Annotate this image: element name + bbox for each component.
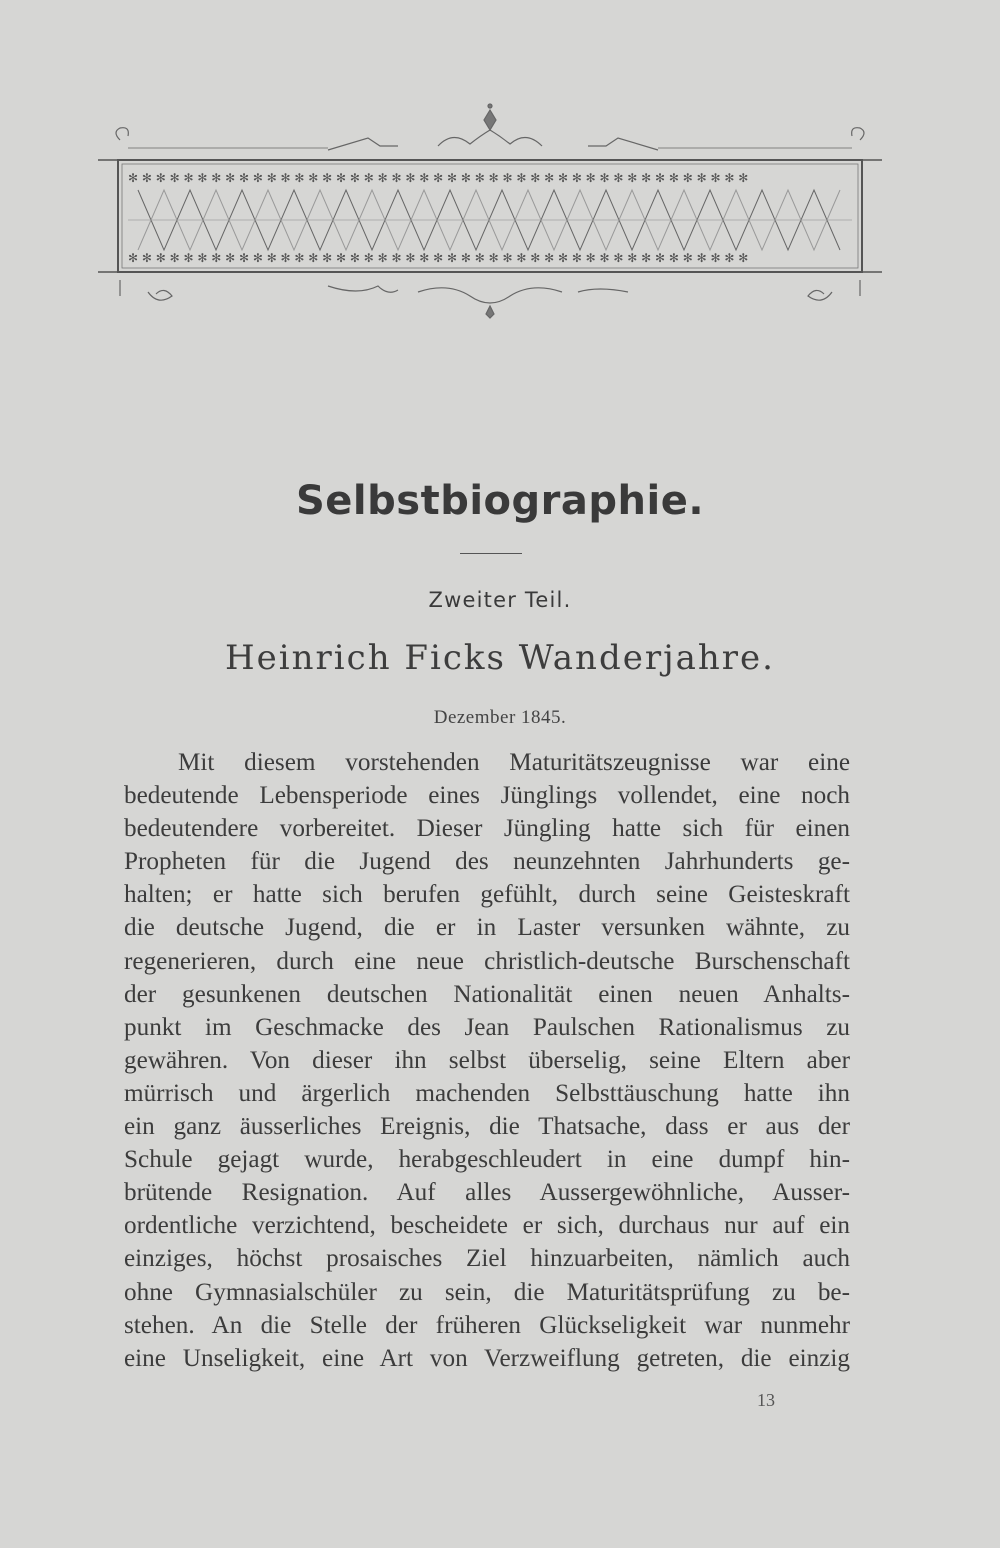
text-line: eine Unseligkeit, eine Art von Verzweiflung getreten, die einzig — [124, 1344, 850, 1372]
part-heading: Zweiter Teil. — [428, 588, 572, 612]
title-divider — [460, 553, 522, 554]
text-line: mürrisch und ärgerlich machenden Selbsttäuschung hatte ihn — [124, 1079, 850, 1107]
date-line: Dezember 1845. — [433, 707, 567, 728]
text-line: ein ganz äusserliches Ereignis, die Thatsache, dass er aus der — [124, 1113, 850, 1141]
text-line: halten; er hatte sich berufen gefühlt, durch seine Geisteskraft — [124, 881, 850, 909]
text-line: ordentliche verzichtend, bescheidete er sich, durchaus nur auf ein — [124, 1212, 850, 1240]
text-line: regenerieren, durch eine neue christlich-deutsche Burschenschaft — [124, 947, 850, 975]
text-line: bedeutende Lebensperiode eines Jünglings vollendet, eine noch — [124, 782, 850, 810]
text-line: gewähren. Von dieser ihn selbst überselig, seine Eltern aber — [124, 1046, 850, 1074]
book-title: Selbstbiographie. — [295, 478, 705, 524]
text-line: einziges, höchst prosaisches Ziel hinzuarbeiten, nämlich auch — [124, 1245, 850, 1273]
chapter-heading: Heinrich Ficks Wanderjahre. — [225, 638, 775, 678]
text-line: Propheten für die Jugend des neunzehnten Jahrhunderts ge- — [124, 848, 850, 876]
text-line: Mit diesem vorstehenden Maturitätszeugnisse war eine — [178, 749, 850, 776]
text-line: Schule gejagt wurde, herabgeschleudert in eine dumpf hin- — [124, 1146, 850, 1174]
ornamental-header-band — [98, 100, 882, 320]
svg-text:✻ ✻ ✻ ✻ ✻ ✻ ✻ ✻ ✻ ✻ ✻ ✻ ✻ ✻ ✻: ✻ ✻ ✻ ✻ ✻ ✻ ✻ ✻ ✻ ✻ ✻ ✻ ✻ ✻ ✻ ✻ ✻ ✻ ✻ ✻ ✻ ✻ ✻ ✻ ✻ ✻ ✻ ✻ ✻ ✻ ✻ ✻ ✻ ✻ ✻ ✻ ✻ ✻ ✻ ✻ ✻ ✻ ✻ ✻ ✻ — [128, 171, 749, 185]
svg-text:✻ ✻ ✻ ✻ ✻ ✻ ✻ ✻ ✻ ✻ ✻ ✻ ✻ ✻ ✻: ✻ ✻ ✻ ✻ ✻ ✻ ✻ ✻ ✻ ✻ ✻ ✻ ✻ ✻ ✻ ✻ ✻ ✻ ✻ ✻ ✻ ✻ ✻ ✻ ✻ ✻ ✻ ✻ ✻ ✻ ✻ ✻ ✻ ✻ ✻ ✻ ✻ ✻ ✻ ✻ ✻ ✻ ✻ ✻ ✻ — [128, 251, 749, 265]
text-line: stehen. An die Stelle der früheren Glückseligkeit war nunmehr — [124, 1311, 850, 1339]
text-line: bedeutendere vorbereitet. Dieser Jüngling hatte sich für einen — [124, 815, 850, 843]
text-line: punkt im Geschmacke des Jean Paulschen Rationalismus zu — [124, 1013, 850, 1041]
body-paragraph — [124, 746, 850, 1375]
text-line: die deutsche Jugend, die er in Laster versunken wähnte, zu — [124, 914, 850, 942]
page-number: 13 — [757, 1390, 775, 1410]
text-line: brütende Resignation. Auf alles Aussergewöhnliche, Ausser- — [124, 1179, 850, 1207]
text-line: der gesunkenen deutschen Nationalität einen neuen Anhalts- — [124, 980, 850, 1008]
text-line: ohne Gymnasialschüler zu sein, die Maturitätsprüfung zu be- — [124, 1278, 850, 1306]
